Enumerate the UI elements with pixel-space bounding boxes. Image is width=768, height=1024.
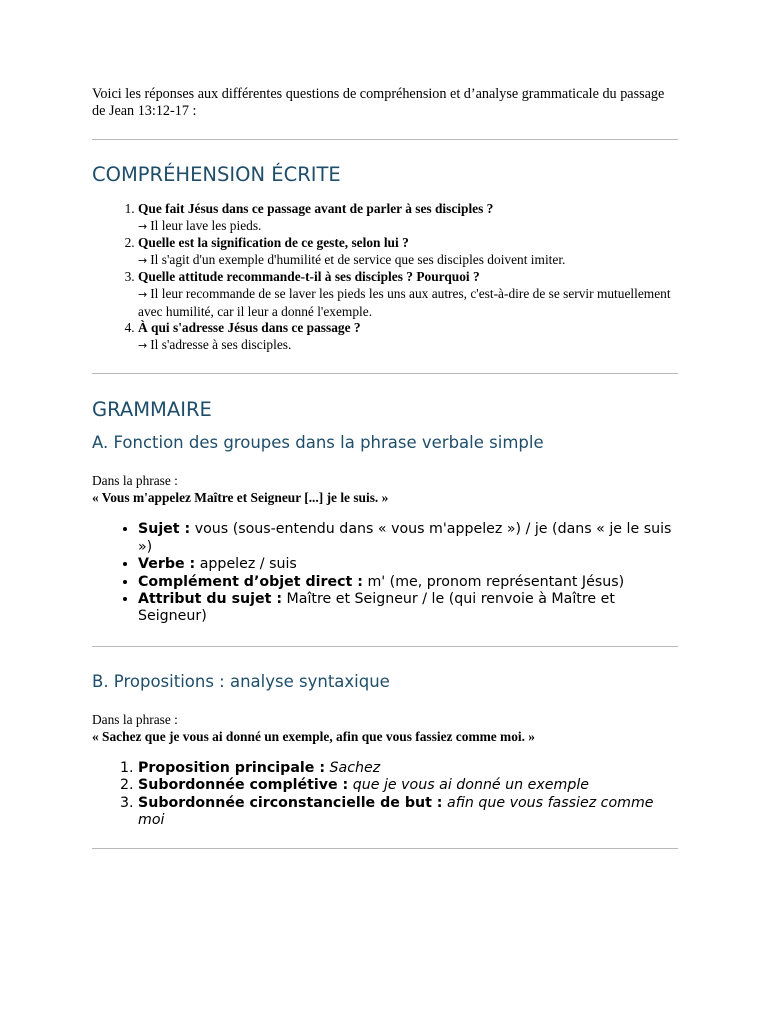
list-item — [138, 574, 678, 591]
section-divider — [92, 848, 678, 849]
item-label: Verbe : — [138, 556, 196, 573]
comprehension-list — [92, 201, 678, 354]
answer-text: → Il leur recommande de se laver les pieds les uns aux autres, c'est-à-dire de se servir mutuellement avec humilité, car il leur a donné l'exemple. — [138, 285, 671, 319]
item-label: Subordonnée circonstancielle de but : — [138, 794, 443, 811]
comprehension-heading: COMPRÉHENSION ÉCRITE — [92, 163, 341, 186]
answer-text: → Il s'adresse à ses disciples. — [138, 336, 292, 352]
item-text: Maître et Seigneur / le (qui renvoie à Maître et Seigneur) — [138, 590, 615, 625]
question-text: 2. Quelle est la signification de ce geste, selon lui ? — [138, 235, 409, 251]
section-divider — [92, 646, 678, 647]
item-text: appelez / suis — [199, 556, 297, 573]
phrase-lead: Dans la phrase : — [92, 711, 178, 727]
item-label: Subordonnée complétive : — [138, 777, 349, 794]
section-divider — [92, 373, 678, 374]
section-a-heading: A. Fonction des groupes dans la phrase verbale simple — [92, 433, 544, 453]
list-item — [138, 269, 678, 320]
item-text: que je vous ai donné un exemple — [352, 777, 590, 794]
item-text: afin que vous fassiez comme moi — [138, 794, 654, 828]
question-text: 1. Que fait Jésus dans ce passage avant de parler à ses disciples ? — [138, 201, 494, 216]
item-text: vous (sous-entendu dans « vous m'appelez ») / je (dans « je le suis ») — [138, 521, 672, 555]
document-page — [92, 86, 678, 849]
list-item — [138, 320, 678, 354]
item-label: Sujet : — [138, 521, 191, 538]
list-item — [138, 235, 678, 269]
arrow-icon: → — [138, 219, 148, 233]
function-list — [92, 521, 678, 625]
list-item — [138, 795, 678, 830]
proposition-list — [92, 760, 678, 830]
arrow-icon: → — [138, 287, 148, 301]
item-text: m' (me, pronom représentant Jésus) — [367, 573, 625, 590]
list-item — [138, 591, 678, 626]
list-item — [138, 760, 678, 777]
answer-text: → Il s'agit d'un exemple d'humilité et de service que ses disciples doivent imiter. — [138, 251, 566, 267]
intro-paragraph: Voici les réponses aux différentes questions de compréhension et d’analyse grammaticale du passage de Jean 13:12-17 : — [92, 86, 665, 119]
section-divider — [92, 139, 678, 140]
answer-text: → Il leur lave les pieds. — [138, 217, 262, 233]
phrase-quote: « Vous m'appelez Maître et Seigneur [...] je le suis. » — [92, 490, 389, 506]
list-item — [138, 556, 678, 573]
grammaire-heading: GRAMMAIRE — [92, 398, 212, 422]
list-item — [138, 201, 678, 235]
list-item — [138, 521, 678, 556]
section-b-heading: B. Propositions : analyse syntaxique — [92, 671, 390, 691]
item-label: Complément d’objet direct : — [138, 573, 363, 590]
question-text: 4. À qui s'adresse Jésus dans ce passage ? — [138, 320, 361, 336]
list-item — [138, 777, 678, 794]
item-text: Sachez — [329, 759, 381, 776]
phrase-quote: « Sachez que je vous ai donné un exemple, afin que vous fassiez comme moi. » — [92, 728, 536, 744]
phrase-lead: Dans la phrase : — [92, 473, 178, 489]
arrow-icon: → — [138, 338, 148, 352]
item-label: Proposition principale : — [138, 759, 326, 776]
item-label: Attribut du sujet : — [138, 590, 283, 607]
arrow-icon: → — [138, 253, 148, 267]
question-text: 3. Quelle attitude recommande-t-il à ses disciples ? Pourquoi ? — [138, 269, 480, 285]
